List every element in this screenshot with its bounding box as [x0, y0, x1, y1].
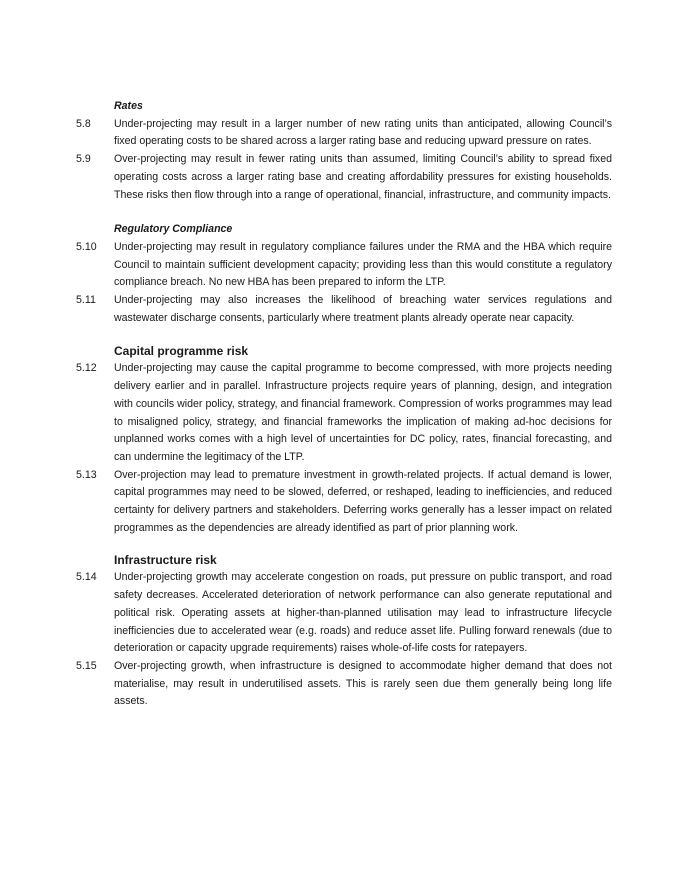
paragraph-5-10: [76, 239, 612, 292]
paragraph-5-11: [76, 292, 612, 327]
paragraph-text: Under-projecting growth may accelerate congestion on roads, put pressure on public transport, and road safety decreases. Accelerated deterioration of network performance can also generate reputational and political risk. Operating assets at higher-than-planned utilisation may lead to infrastructure lifecycle inefficiencies due to accelerated wear (e.g. roads) and reduce asset life. Pulling forward renewals (due to deterioration or capacity upgrade requirements) raises whole-of-life costs for ratepayers.: [114, 571, 612, 655]
paragraph-5-15: [76, 658, 612, 711]
paragraph-number: 5.12: [76, 362, 97, 375]
paragraph-number: 5.14: [76, 571, 97, 584]
paragraph-text: Over-projection may lead to premature investment in growth-related projects. If actual demand is lower, capital programmes may need to be slowed, deferred, or reshaped, leading to inefficiencies, and reduced certainty for delivery partners and stakeholders. Deferring works generally has a lesser impact on related programmes as the dependencies are already identified as part of prior planning work.: [114, 468, 612, 534]
paragraph-5-12: [76, 360, 612, 466]
paragraph-number: 5.13: [76, 468, 97, 481]
paragraph-text: Over-projecting growth, when infrastructure is designed to accommodate higher demand that does not materialise, may result in underutilised assets. This is rarely seen due them generally being long life assets.: [114, 659, 612, 708]
paragraph-number: 5.10: [76, 240, 97, 253]
section-heading: Capital programme risk: [114, 344, 249, 359]
paragraph-number: 5.9: [76, 153, 91, 166]
paragraph-text: Under-projecting may also increases the likelihood of breaching water services regulations and wastewater discharge consents, particularly where treatment plants already operate near capacity.: [114, 294, 612, 324]
paragraph-text: Under-projecting may result in regulatory compliance failures under the RMA and the HBA which require Council to maintain sufficient development capacity; providing less than this would constitute a regulatory compliance breach. No new HBA has been prepared to inform the LTP.: [114, 240, 612, 289]
paragraph-text: Under-projecting may cause the capital programme to become compressed, with more projects needing delivery earlier and in parallel. Infrastructure projects require years of planning, design, and integration with councils wider policy, strategy, and financial framework. Compression of works programmes may lead to misaligned policy, strategy, and financial frameworks the implication of making ad-hoc decisions for unplanned works comes with a high level of uncertainties for DC policy, rates, financial forecasting, and can undermine the legitimacy of the LTP.: [114, 362, 612, 463]
paragraph-5-14: [76, 569, 612, 658]
paragraph-number: 5.15: [76, 659, 97, 672]
document-body: [76, 98, 612, 728]
paragraph-5-9: [76, 151, 612, 204]
paragraph-text: Under-projecting may result in a larger number of new rating units than anticipated, allowing Council’s fixed operating costs to be shared across a larger rating base and reducing upward pressure on rates.: [114, 117, 612, 148]
section-regulatory-compliance: [76, 221, 612, 327]
section-capital-programme-risk: [76, 342, 612, 537]
paragraph-5-8: [76, 116, 612, 151]
section-heading: Regulatory Compliance: [114, 223, 233, 236]
paragraph-text: Over-projecting may result in fewer rating units than assumed, limiting Council’s ability to spread fixed operating costs across a larger rating base and creating affordability pressures for existing households. These risks then flow through into a range of operational, financial, infrastructure, and community impacts.: [114, 153, 612, 201]
section-heading: Rates: [114, 100, 143, 112]
section-rates: [76, 98, 612, 204]
paragraph-5-13: [76, 467, 612, 538]
section-heading: Infrastructure risk: [114, 553, 217, 568]
paragraph-number: 5.8: [76, 117, 91, 130]
section-infrastructure-risk: [76, 551, 612, 711]
paragraph-number: 5.11: [76, 294, 96, 307]
